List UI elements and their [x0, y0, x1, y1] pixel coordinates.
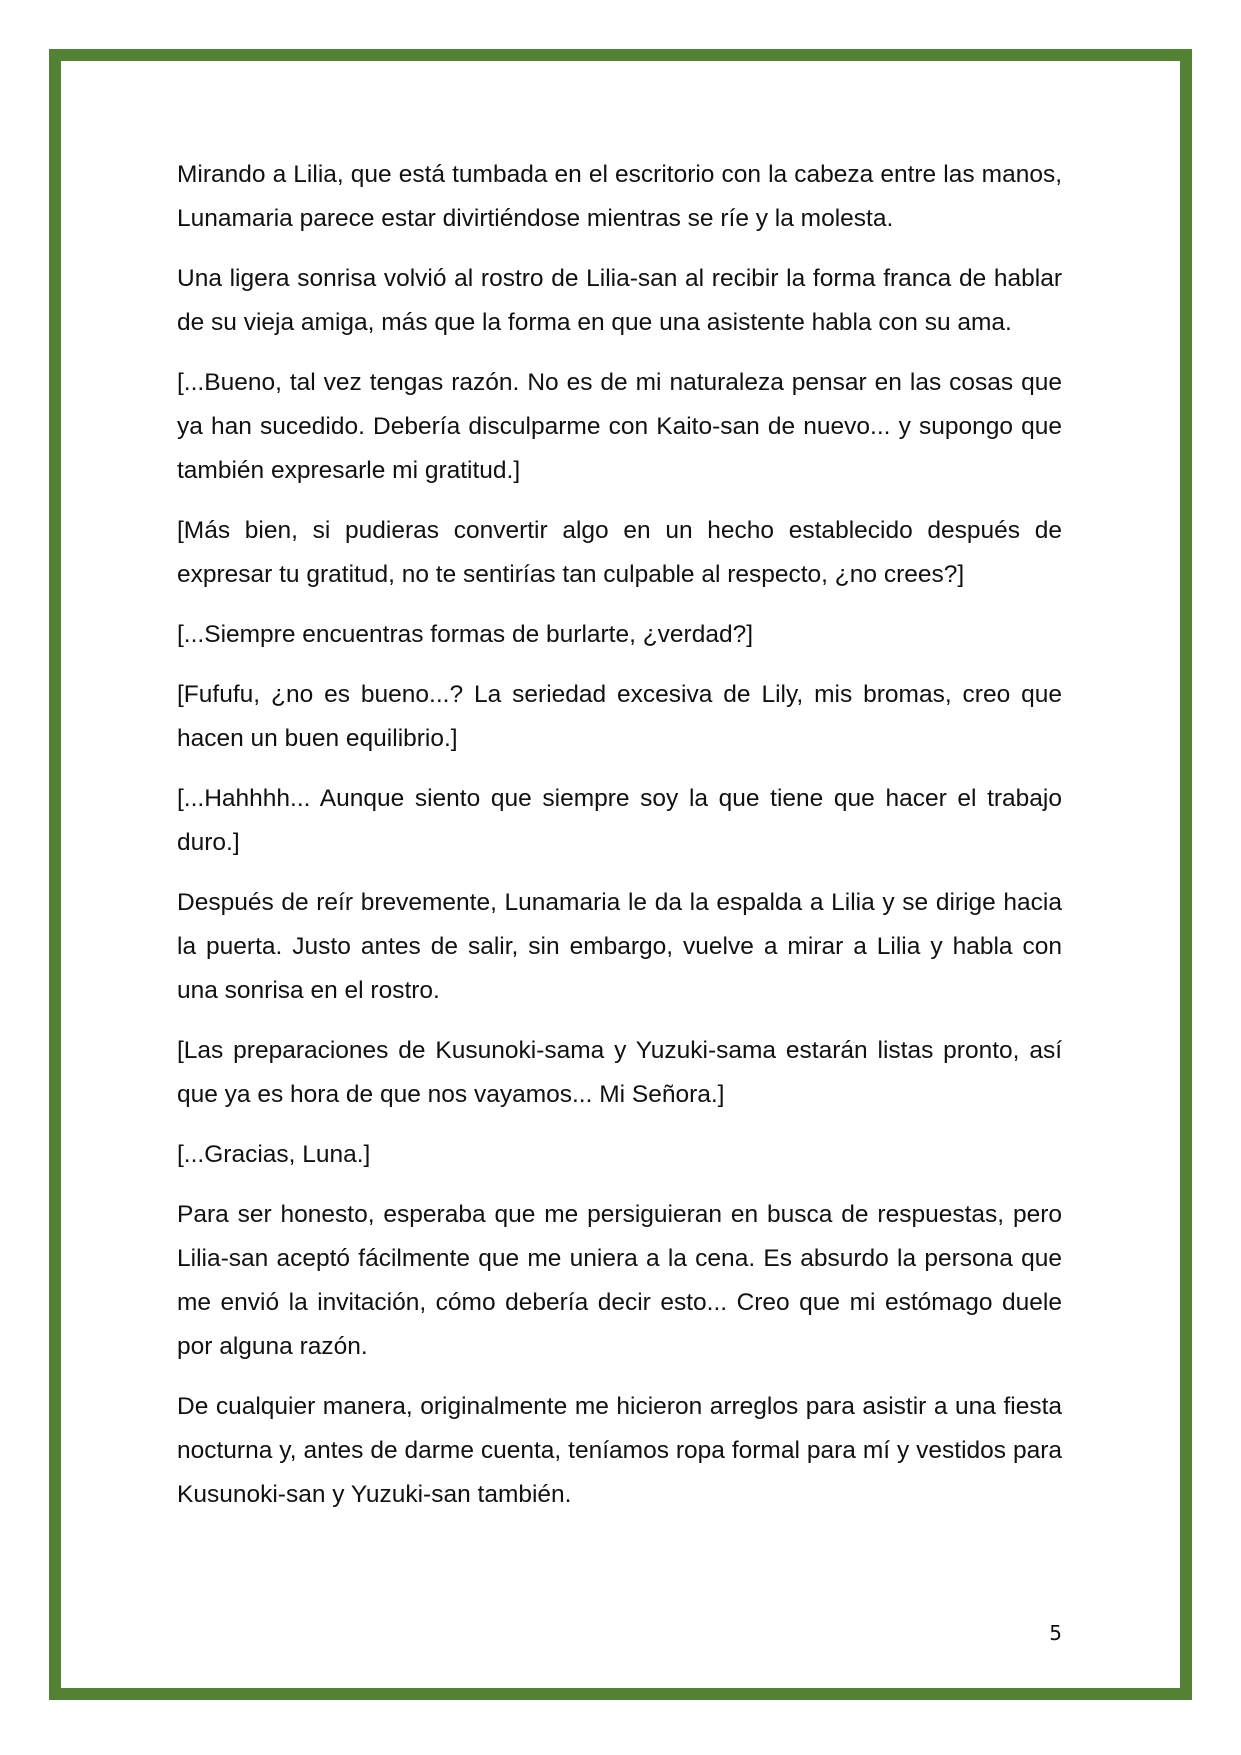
paragraph: Después de reír brevemente, Lunamaria le da la espalda a Lilia y se dirige hacia la puerta. Justo antes de salir, sin embargo, vuelve a mirar a Lilia y habla con una sonrisa en el rostro.	[177, 889, 1062, 1004]
paragraph: [Más bien, si pudieras convertir algo en un hecho establecido después de expresar tu gratitud, no te sentirías tan culpable al respecto, ¿no crees?]	[177, 517, 1062, 588]
paragraph: Mirando a Lilia, que está tumbada en el escritorio con la cabeza entre las manos, Lunamaria parece estar divirtiéndose mientras se ríe y la molesta.	[177, 161, 1062, 232]
paragraph: Una ligera sonrisa volvió al rostro de Lilia-san al recibir la forma franca de hablar de su vieja amiga, más que la forma en que una asistente habla con su ama.	[177, 265, 1062, 336]
document-body	[177, 153, 1062, 1533]
paragraph: [Fufufu, ¿no es bueno...? La seriedad excesiva de Lily, mis bromas, creo que hacen un buen equilibrio.]	[177, 681, 1062, 752]
paragraph: [Las preparaciones de Kusunoki-sama y Yuzuki-sama estarán listas pronto, así que ya es hora de que nos vayamos... Mi Señora.]	[177, 1037, 1062, 1108]
paragraph: [...Bueno, tal vez tengas razón. No es de mi naturaleza pensar en las cosas que ya han sucedido. Debería disculparme con Kaito-san de nuevo... y supongo que también expresarle mi gratitud.]	[177, 369, 1062, 484]
paragraph: De cualquier manera, originalmente me hicieron arreglos para asistir a una fiesta nocturna y, antes de darme cuenta, teníamos ropa formal para mí y vestidos para Kusunoki-san y Yuzuki-san también.	[177, 1393, 1062, 1508]
paragraph: Para ser honesto, esperaba que me persiguieran en busca de respuestas, pero Lilia-san aceptó fácilmente que me uniera a la cena. Es absurdo la persona que me envió la invitación, cómo debería decir esto... Creo que mi estómago duele por alguna razón.	[177, 1201, 1062, 1360]
paragraph: [...Siempre encuentras formas de burlarte, ¿verdad?]	[177, 621, 754, 648]
paragraph: [...Hahhhh... Aunque siento que siempre soy la que tiene que hacer el trabajo duro.]	[177, 785, 1062, 856]
page-number: 5	[1049, 1621, 1062, 1645]
paragraph: [...Gracias, Luna.]	[177, 1141, 371, 1168]
